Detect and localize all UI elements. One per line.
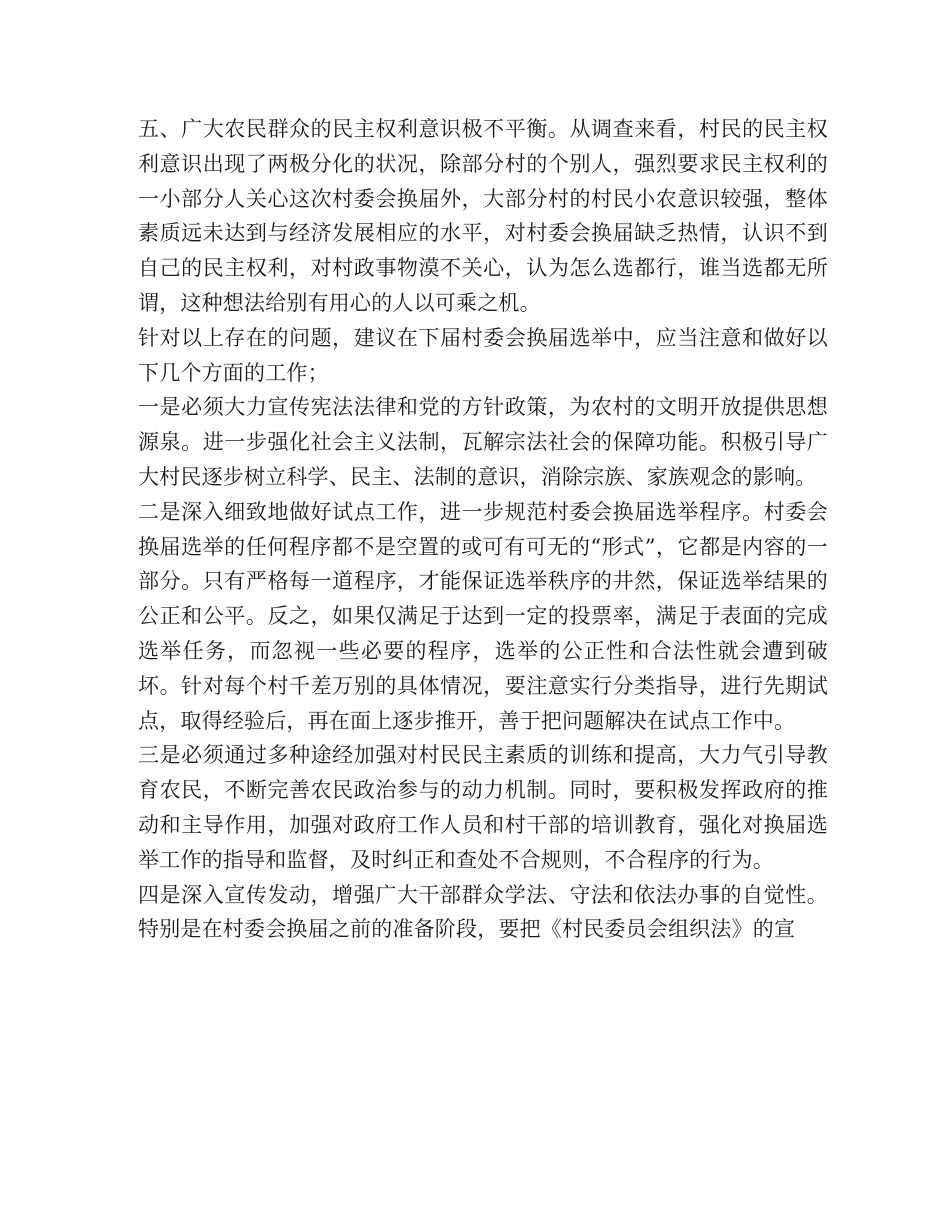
paragraph-recommendation-four: 四是深入宣传发动，增强广大干部群众学法、守法和依法办事的自觉性。特别是在村委会换届之前的准备阶段，要把《村民委员会组织法》的宣 [138,882,828,942]
document-body [138,112,828,947]
paragraph-recommendation-one: 一是必须大力宣传宪法法律和党的方针政策，为农村的文明开放提供思想源泉。进一步强化社会主义法制，瓦解宗法社会的保障功能。积极引导广大村民逐步树立科学、民主、法制的意识，消除宗族、家族观念的影响。 [138,395,828,489]
paragraph-recommendations-intro: 针对以上存在的问题，建议在下届村委会换届选举中，应当注意和做好以下几个方面的工作； [138,325,828,385]
paragraph-point-five: 五、广大农民群众的民主权利意识极不平衡。从调查来看，村民的民主权利意识出现了两极分化的状况，除部分村的个别人，强烈要求民主权利的一小部分人关心这次村委会换届外，大部分村的村民小农意识较强，整体素质远未达到与经济发展相应的水平，对村委会换届缺乏热情，认识不到自己的民主权利，对村政事物漠不关心，认为怎么选都行，谁当选都无所谓，这种想法给别有用心的人以可乘之机。 [138,117,828,315]
paragraph-recommendation-three: 三是必须通过多种途经加强对村民民主素质的训练和提高，大力气引导教育农民，不断完善农民政治参与的动力机制。同时，要积极发挥政府的推动和主导作用，加强对政府工作人员和村干部的培训教育，强化对换届选举工作的指导和监督，及时纠正和查处不合规则，不合程序的行为。 [138,743,828,872]
paragraph-recommendation-two: 二是深入细致地做好试点工作，进一步规范村委会换届选举程序。村委会换届选举的任何程序都不是空置的或可有可无的“形式”，它都是内容的一部分。只有严格每一道程序，才能保证选举秩序的井然，保证选举结果的公正和公平。反之，如果仅满足于达到一定的投票率，满足于表面的完成选举任务，而忽视一些必要的程序，选举的公正性和合法性就会遭到破坏。针对每个村千差万别的具体情况，要注意实行分类指导，进行先期试点，取得经验后，再在面上逐步推开，善于把问题解决在试点工作中。 [138,499,828,733]
